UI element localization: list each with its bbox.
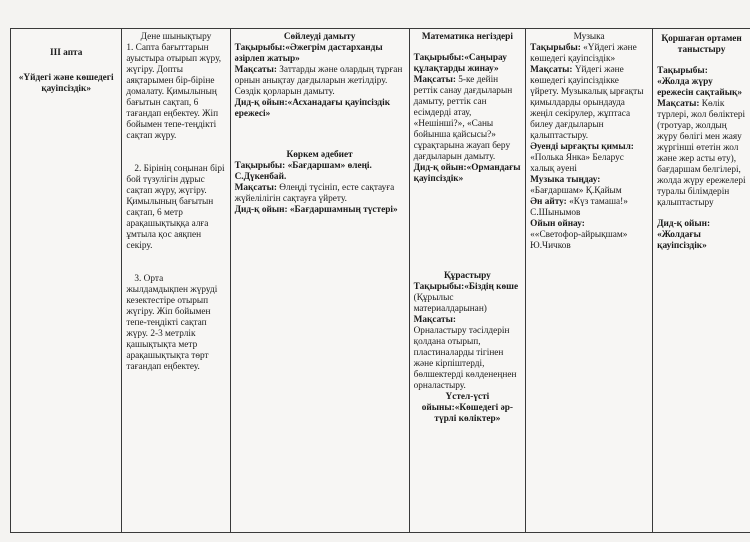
environment-goal-label: Мақсаты:: [657, 99, 700, 109]
construction-goal-text: Орналастыру тәсілдерін қолдана отырып, пластиналарды тігінен және кірпіштерді, бөлшектерді көлденеңнен орналастыру.: [413, 326, 517, 391]
math-construction-cell: [409, 29, 526, 533]
physical-header: Дене шынықтыру: [140, 32, 212, 42]
math-header: Математика негіздері: [421, 32, 513, 42]
speech-topic-value: «Әжегрім дастарханды әзірлеп жатыр»: [234, 43, 383, 64]
literature-game-value: «Бағдаршамның түстері»: [289, 205, 398, 215]
construction-topic-value: «Біздің көше: [464, 282, 519, 292]
construction-topic-label: Тақырыбы:: [413, 282, 465, 292]
environment-goal-text: Көлік түрлері, жол бөліктері (тротуар, жолдың жүру бөлігі мен жаяу жүргінші өтетін жол және жер асты өту), бағдаршам белгілері, жолда жүру ережелері туралы білімдерін қалыптастыру: [657, 99, 746, 208]
music-topic-value: «Үйдегі және көшедегі қауіпсіздік»: [530, 43, 637, 64]
physical-item-2: 2. Бірінің соңынан бірі бой түзулігін дұрыс сақтап жүру, жүгіру. Қимылының бағытын сақтап, 6 метр арақашықтыққа алға ұмтыла қос аяқпен секіру.: [126, 164, 225, 251]
speech-topic-label: Тақырыбы:: [234, 43, 286, 53]
math-goal-text: 5-ке дейін реттік санау дағдыларын дамыту, реттік сан есімдерді атау, «Нешінші?», «Саны бойынша қайсысы?» сұрақтарына жауап беру дағдыларын дамыту.: [413, 75, 513, 162]
week-number: ІІІ апта: [49, 48, 83, 58]
music-header: Музыка: [573, 32, 605, 42]
math-topic-value: «Саңырау құлақтарды жинау»: [413, 53, 507, 74]
music-cell: [526, 29, 653, 533]
construction-goal-label: Мақсаты:: [413, 315, 456, 325]
music-game-value: ««Светофор-айрықшам» Ю.Чичков: [530, 230, 628, 251]
speech-goal-label: Мақсаты:: [234, 65, 277, 75]
literature-topic-value: «Бағдаршам» өлеңі. С.Дүкенбай.: [234, 161, 372, 182]
construction-game-value: «Көшедегі әр-түрлі көліктер»: [434, 403, 513, 424]
music-sing-label: Ән айту:: [530, 197, 567, 207]
construction-topic-note: (Құрылыс материалдарынан): [413, 293, 487, 314]
math-topic-label: Тақырыбы:: [413, 53, 465, 63]
environment-game-label: Дид-қ ойын:: [657, 219, 711, 229]
speech-goal-text: Заттарды және олардың тұрған орнын анықтау дағдыларын жетілдіру. Сөздік қорларын дамыту.: [234, 65, 403, 97]
math-goal-label: Мақсаты:: [413, 75, 456, 85]
construction-header: Құрастыру: [443, 271, 491, 281]
music-goal-label: Мақсаты:: [530, 65, 573, 75]
environment-game-value: «Жолдағы қауіпсіздік»: [657, 230, 707, 251]
speech-game-label: Дид-қ ойын:: [234, 98, 288, 108]
physical-item-3: 3. Орта жылдамдықпен жүруді кезектестіре отырып жүгіру. Жіп бойымен тепе-теңдікті сақтап жүру. 2-3 метрлік қашықтықта метр арақашықтықта төрт тағандап еңбектеу.: [126, 274, 218, 372]
music-rhythm-value: «Полька Янка» Беларус халық әуені: [530, 153, 624, 174]
speech-game-value: «Асханадағы қауіпсіздік ережесі»: [234, 98, 391, 119]
speech-literature-cell: [230, 29, 409, 533]
week-theme: «Үйдегі және көшедегі қауіпсіздік»: [18, 73, 114, 94]
weekly-plan-table: [10, 28, 750, 533]
literature-game-label: Дид-қ ойын:: [234, 205, 290, 215]
construction-game-label: Үстел-үсті ойыны:: [421, 392, 490, 413]
literature-goal-label: Мақсаты:: [234, 183, 277, 193]
physical-education-cell: [122, 29, 230, 533]
music-topic-label: Тақырыбы:: [530, 43, 581, 53]
table-row: [11, 29, 750, 533]
environment-cell: [653, 29, 750, 533]
literature-topic-label: Тақырыбы:: [234, 161, 288, 171]
math-game-label: Дид-қ ойын:: [413, 163, 467, 173]
lesson-plan-sheet: [10, 28, 750, 533]
literature-header: Көркем әдебиет: [286, 150, 353, 160]
music-game-label: Ойын ойнау:: [530, 219, 585, 229]
speech-header: Сөйлеуді дамыту: [283, 32, 356, 42]
week-cell: [11, 29, 122, 533]
music-rhythm-label: Әуенді ырғақты қимыл:: [530, 142, 634, 152]
music-goal-text: Үйдегі және көшедегі қауіпсіздікке үйрету. Музыкалық ырғақты қимылдарды орындауда жеңіл секірулер, жұптаса билеу дағдыларын қалыптастыру.: [530, 65, 644, 141]
environment-topic-value: «Жолда жүру ережесін сақтайық»: [657, 77, 742, 98]
math-game-value: «Ормандағы қауіпсіздік»: [413, 163, 521, 184]
literature-goal-text: Өлеңді түсініп, есте сақтауға жүйелілігін сақтауға үйрету.: [234, 183, 395, 204]
environment-topic-label: Тақырыбы:: [657, 66, 708, 76]
music-sing-value: «Күз тамаша!» С.Шынымов: [530, 197, 628, 218]
environment-header: Қоршаған ортамен таныстыру: [661, 34, 742, 55]
music-listen-label: Музыка тыңдау:: [530, 175, 601, 185]
music-listen-value: «Бағдаршам» Қ.Қайым: [530, 186, 622, 196]
physical-item-1: 1. Сапта бағыттарын ауыстыра отырып жүру, жүгіру. Допты аяқтарымен бір-біріне домалату. Қимылының бағытын сақтап, 6 тағандап еңбектеу. Жіп бойымен тепе-теңдікті сақтап жүру.: [126, 43, 222, 141]
